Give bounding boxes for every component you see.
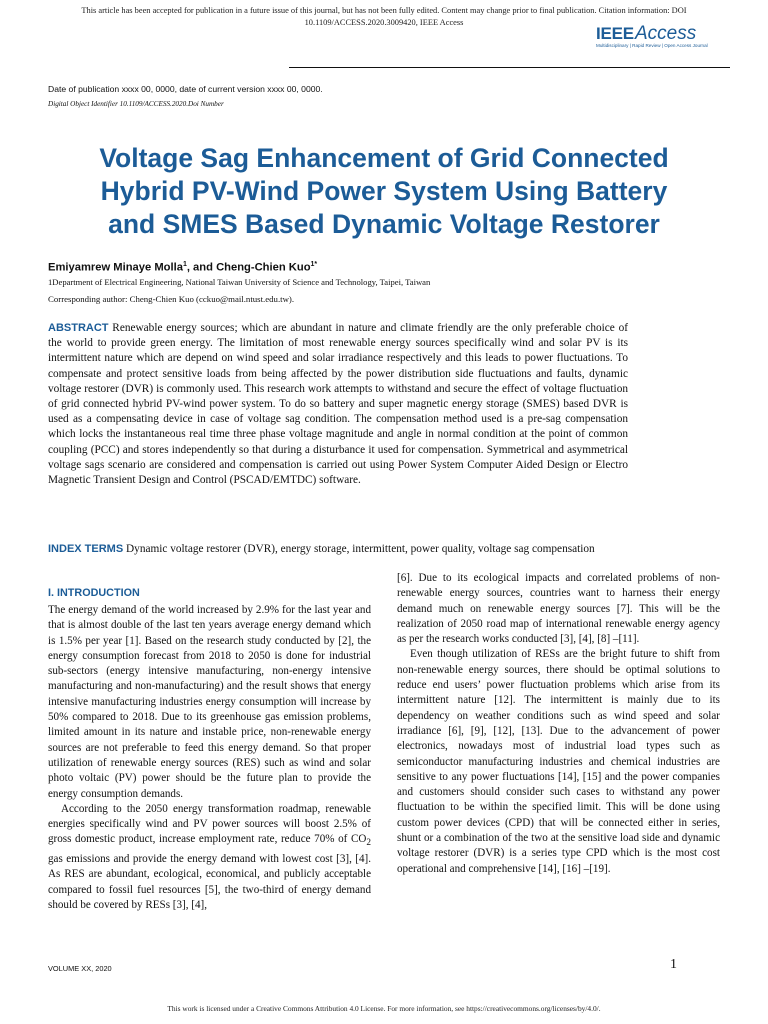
abstract-text: Renewable energy sources; which are abundant in nature and climate friendly are the only preferable choice of the world to provide green energy. The limitation of most renewable energy sources specifically wind and solar PV is its intermittent nature which are depend on wind speed and solar irradiance respectively and this leads to power fluctuations. To compensate and protect sensitive loads from being affected by the power distribution side fluctuations and faults, dynamic voltage restorer (DVR) is commonly used. This research work attempts to withstand and secure the effect of voltage fluctuation of grid connected hybrid PV-wind power system. To do so battery and super magnetic energy storage (SMES) based DVR is used as a compensating device in case of voltage sag condition. The compensation method used is a pre-sag compensation which locks the instantaneous real time three phase voltage magnitude and angle in normal condition at the point of common coupling (PCC) and stores independently so that during a disturbance it used for compensation. Symmetrical and asymmetrical voltage sags scenario are considered and compensation is carried out using Power System Computer Aided Design or Electro Magnetic Transient Design and Control (PSCAD/EMTDC) software. [48,322,628,487]
volume-label: VOLUME XX, 2020 [48,964,112,973]
section-heading-introduction: I. INTRODUCTION [48,587,140,599]
author-2-affil-mark: 1* [310,261,318,268]
doi-line: Digital Object Identifier 10.1109/ACCESS.2020.Doi Number [48,100,224,108]
author-separator: , and [186,261,217,274]
paragraph [48,802,371,913]
publication-date: Date of publication xxxx 00, 0000, date of current version xxxx 00, 0000. [48,84,323,94]
author-1: Emiyamrew Minaye Molla [48,261,183,274]
logo-tagline: Multidisciplinary | Rapid Review | Open Access Journal [596,43,708,48]
logo-access-text: Access [634,23,697,44]
author-2: Cheng-Chien Kuo [216,261,311,274]
corresponding-author: Corresponding author: Cheng-Chien Kuo (cckuo@mail.ntust.edu.tw). [48,294,295,304]
paragraph: [6]. Due to its ecological impacts and correlated problems of non-renewable energy sources, countries want to harness their energy demand much on renewable energy sources [7]. This will be the realization of 2050 road map of international renewable energy agency as per the research works conducted [3], [4], [8] –[11]. [397,572,720,646]
body-column-left [48,603,371,913]
ieee-access-logo [596,23,736,57]
accepted-notice-line1: This article has been accepted for publication in a future issue of this journal, but has not been fully edited. Content may change prior to final publication. Citation information: DOI [81,6,687,15]
abstract [48,321,628,488]
logo-ieee-text: IEEE [596,24,634,43]
header-rule [289,67,730,68]
author-1-affil-mark: 1 [182,261,187,268]
affiliation: 1Department of Electrical Engineering, National Taiwan University of Science and Technology, Taipei, Taiwan [48,277,431,287]
title-line-3: and SMES Based Dynamic Voltage Restorer [108,209,660,239]
license-notice: This work is licensed under a Creative Commons Attribution 4.0 License. For more information, see https://creativecommons.org/licenses/by/4.0/. [167,1004,601,1013]
page-number: 1 [670,957,677,972]
paragraph: Even though utilization of RESs are the bright future to shift from non-renewable energy sources, there should be optimal solutions to reduce end users’ power fluctuation problems which arise from its intermittent nature [12]. The intermittent is mainly due to its dependency on weather conditions such as wind speed and solar irradiance [6], [9], [12], [13]. Due to the advancement of power electronics, nowadays most of industrial load types such as semiconductor manufacturing industries and chemical industries are sensitive to any power fluctuations [14], [15] and the power companies and customers should consider such cases to withstand any power fluctuation to be within the specified limit. This will be done using custom power devices (CPD) that will be connected either in series, shunt or a combination of the two at the sensitive load side and dynamic voltage restorer (DVR) is a series type CPD which is the most cost operational and comprehensive [14], [16] –[19]. [397,648,720,875]
index-terms [48,542,628,557]
paragraph-text: According to the 2050 energy transformation roadmap, renewable energies specifically wind and PV power sources will boost 2.5% of gross domestic product, increase employment rate, reduce 70% of CO [48,802,371,846]
abstract-label: ABSTRACT [48,322,109,334]
accepted-notice-line2: 10.1109/ACCESS.2020.3009420, IEEE Access [304,18,464,27]
index-terms-text: Dynamic voltage restorer (DVR), energy storage, intermittent, power quality, voltage sag compensation [126,543,595,555]
body-column-right [397,571,720,877]
paragraph-text: gas emissions and provide the energy demand with lowest cost [3], [4]. As RES are abundant, ecological, economical, and publicly acceptable compared to fossil fuel resources [5], the two-third of energy demand should be covered by RESs [3], [4], [48,852,371,911]
title-line-2: Hybrid PV-Wind Power System Using Battery [100,176,668,206]
subscript: 2 [366,838,371,849]
paper-title [40,142,728,241]
paragraph: The energy demand of the world increased by 2.9% for the last year and that is almost double of the last ten years average energy demand which is 1.5% per year [1]. Based on the research study conducted by [2], the energy consumption forecast from 2018 to 2050 is done for industrial sub-sectors (energy intensive manufacturing, non-energy intensive manufacturing and non-manufacturing) and the result shows that energy intensive manufacturing industries energy consumption will increase by 50% compared to 2018. Due to its greenhouse gas emission problems, limited amount in its nature and instable price, non-renewable energy sources are not preferable to feed this energy demand. So that proper utilization of renewable energy sources (RES) such as wind and solar photo voltaic (PV) power should be the future plan to provide the energy consumption demands. [48,604,371,800]
index-terms-label: INDEX TERMS [48,543,124,555]
title-line-1: Voltage Sag Enhancement of Grid Connected [99,143,669,173]
author-list [48,261,317,274]
